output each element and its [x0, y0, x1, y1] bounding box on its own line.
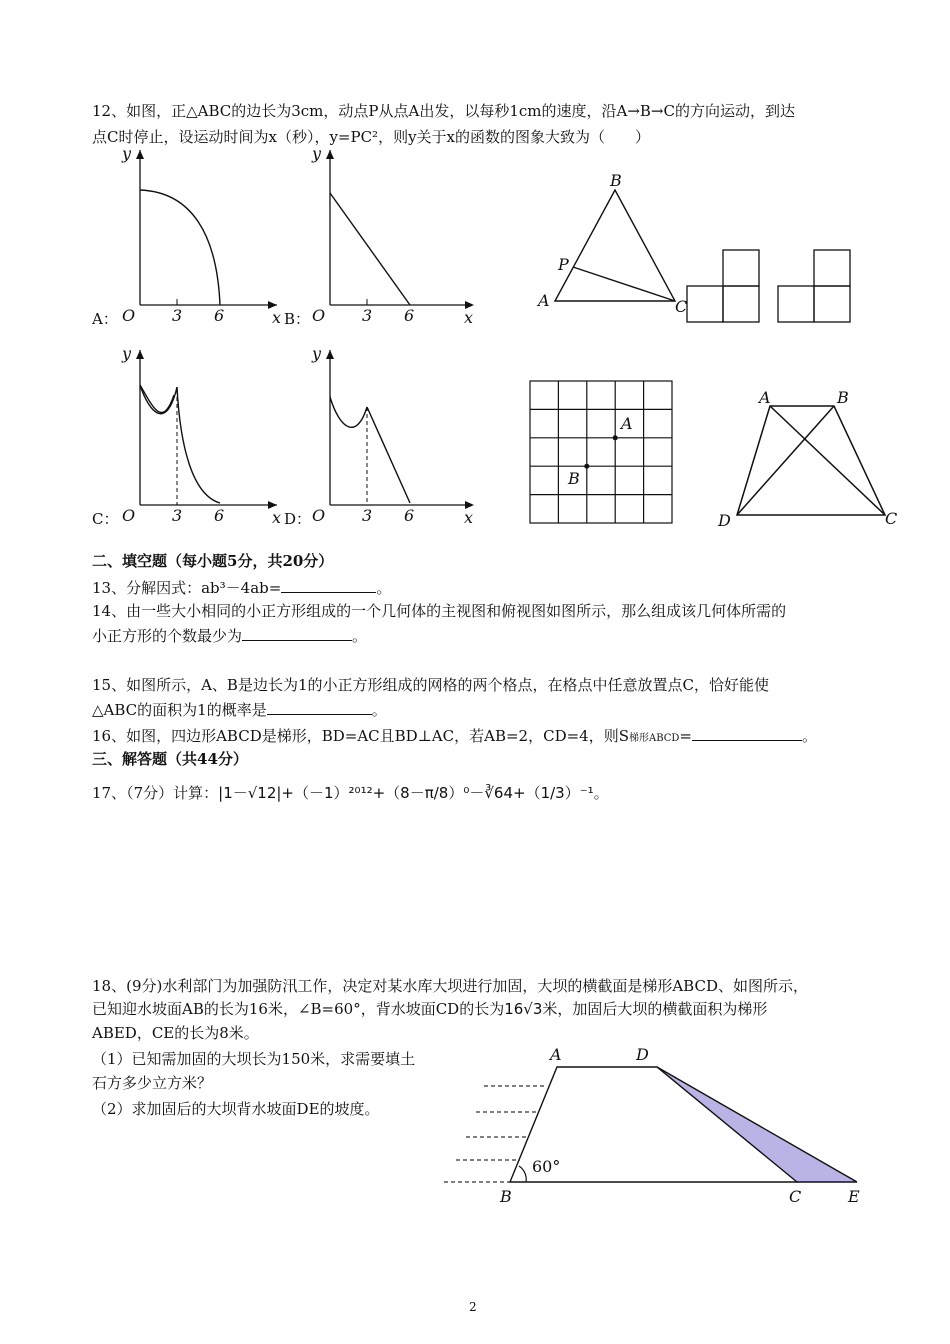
trap-label-d: D: [718, 511, 731, 530]
dam-label-c: C: [789, 1187, 802, 1206]
grid-figure: [529, 380, 674, 525]
svg-text:y: y: [122, 344, 132, 363]
svg-text:3: 3: [362, 306, 373, 325]
trapezoid-figure: [715, 388, 905, 533]
q18-part2: （2）求加固后的大坝背水坡面DE的坡度。: [92, 1100, 380, 1118]
q13: 13、分解因式：ab³－4ab= 。: [92, 576, 391, 599]
graph-b: [302, 145, 482, 330]
svg-text:x: x: [464, 308, 474, 327]
three-view-figure: [685, 248, 855, 328]
q12-line2: 点C时停止，设运动时间为x（秒），y=PC²，则y关于x的函数的图象大致为（ ）: [92, 128, 650, 146]
dam-label-d: D: [636, 1045, 649, 1064]
svg-text:y: y: [312, 344, 322, 363]
option-c-label: C：: [92, 510, 119, 528]
axis-y: y: [122, 144, 132, 163]
page-number: 2: [469, 1300, 477, 1314]
svg-text:x: x: [464, 508, 474, 527]
option-d-label: D：: [284, 510, 312, 528]
section2-heading: 二、填空题（每小题5分，共20分）: [92, 552, 334, 570]
svg-text:O: O: [122, 506, 136, 525]
trap-label-a: A: [759, 388, 771, 407]
svg-text:6: 6: [214, 506, 225, 525]
label-b: B: [610, 171, 622, 190]
option-a-label: A：: [92, 310, 118, 328]
q12-line1: 12、如图，正△ABC的边长为3cm，动点P从点A出发，以每秒1cm的速度，沿A→B→C的方向运动，到达: [92, 102, 795, 120]
label-c: C: [675, 297, 688, 316]
svg-text:O: O: [312, 506, 326, 525]
q18-line3: ABED，CE的长为8米。: [92, 1024, 259, 1042]
q16: 16、如图，四边形ABCD是梯形，BD=AC且BD⊥AC，若AB=2，CD=4，则S梯形ABCD= 。: [92, 724, 817, 750]
dam-label-a: A: [550, 1045, 562, 1064]
svg-text:x: x: [272, 508, 282, 527]
svg-text:O: O: [312, 306, 326, 325]
svg-text:6: 6: [404, 306, 415, 325]
q18-line1: 18、(9分)水利部门为加强防汛工作，决定对某水库大坝进行加固，大坝的横截面是梯形ABCD、如图所示，: [92, 977, 808, 995]
svg-text:3: 3: [362, 506, 373, 525]
tick-6: 6: [214, 306, 225, 325]
svg-text:3: 3: [172, 506, 183, 525]
label-a: A: [538, 291, 550, 310]
graph-c: [112, 345, 292, 530]
angle-label: 60°: [532, 1157, 561, 1176]
axis-origin: O: [122, 306, 136, 325]
q15-line1: 15、如图所示，A、B是边长为1的小正方形组成的网格的两个格点，在格点中任意放置点C，恰好能使: [92, 676, 769, 694]
q15-line2: △ABC的面积为1的概率是 。: [92, 698, 387, 721]
q18-part1b: 石方多少立方米？: [92, 1074, 213, 1092]
label-p: P: [558, 255, 569, 274]
svg-text:6: 6: [404, 506, 415, 525]
grid-point-a: A: [621, 414, 633, 433]
section3-heading: 三、解答题（共44分）: [92, 750, 248, 768]
q17: 17、（7分）计算：|1－√12|+（－1）²⁰¹²+（8－π/8）⁰－∛64+（1/3）⁻¹。: [92, 784, 609, 802]
q18-line2: 已知迎水坡面AB的长为16米，∠B=60°，背水坡面CD的长为16√3米，加固后大坝的横截面积为梯形: [92, 1000, 768, 1018]
dam-label-e: E: [848, 1187, 860, 1206]
q14-line2: 小正方形的个数最少为 。: [92, 624, 367, 647]
dam-label-b: B: [500, 1187, 512, 1206]
graph-d: [302, 345, 482, 530]
option-b-label: B：: [284, 310, 311, 328]
trap-label-b: B: [837, 388, 849, 407]
dam-figure: [440, 1040, 870, 1210]
q18-part1a: （1）已知需加固的大坝长为150米，求需要填土: [92, 1050, 416, 1068]
axis-x: x: [272, 308, 282, 327]
triangle-figure: [535, 170, 695, 320]
tick-3: 3: [172, 306, 183, 325]
q14-line1: 14、由一些大小相同的小正方形组成的一个几何体的主视图和俯视图如图所示，那么组成该几何体所需的: [92, 602, 787, 620]
trap-label-c: C: [885, 509, 898, 528]
graph-a: [112, 145, 292, 330]
grid-point-b: B: [568, 469, 580, 488]
svg-text:y: y: [312, 144, 322, 163]
